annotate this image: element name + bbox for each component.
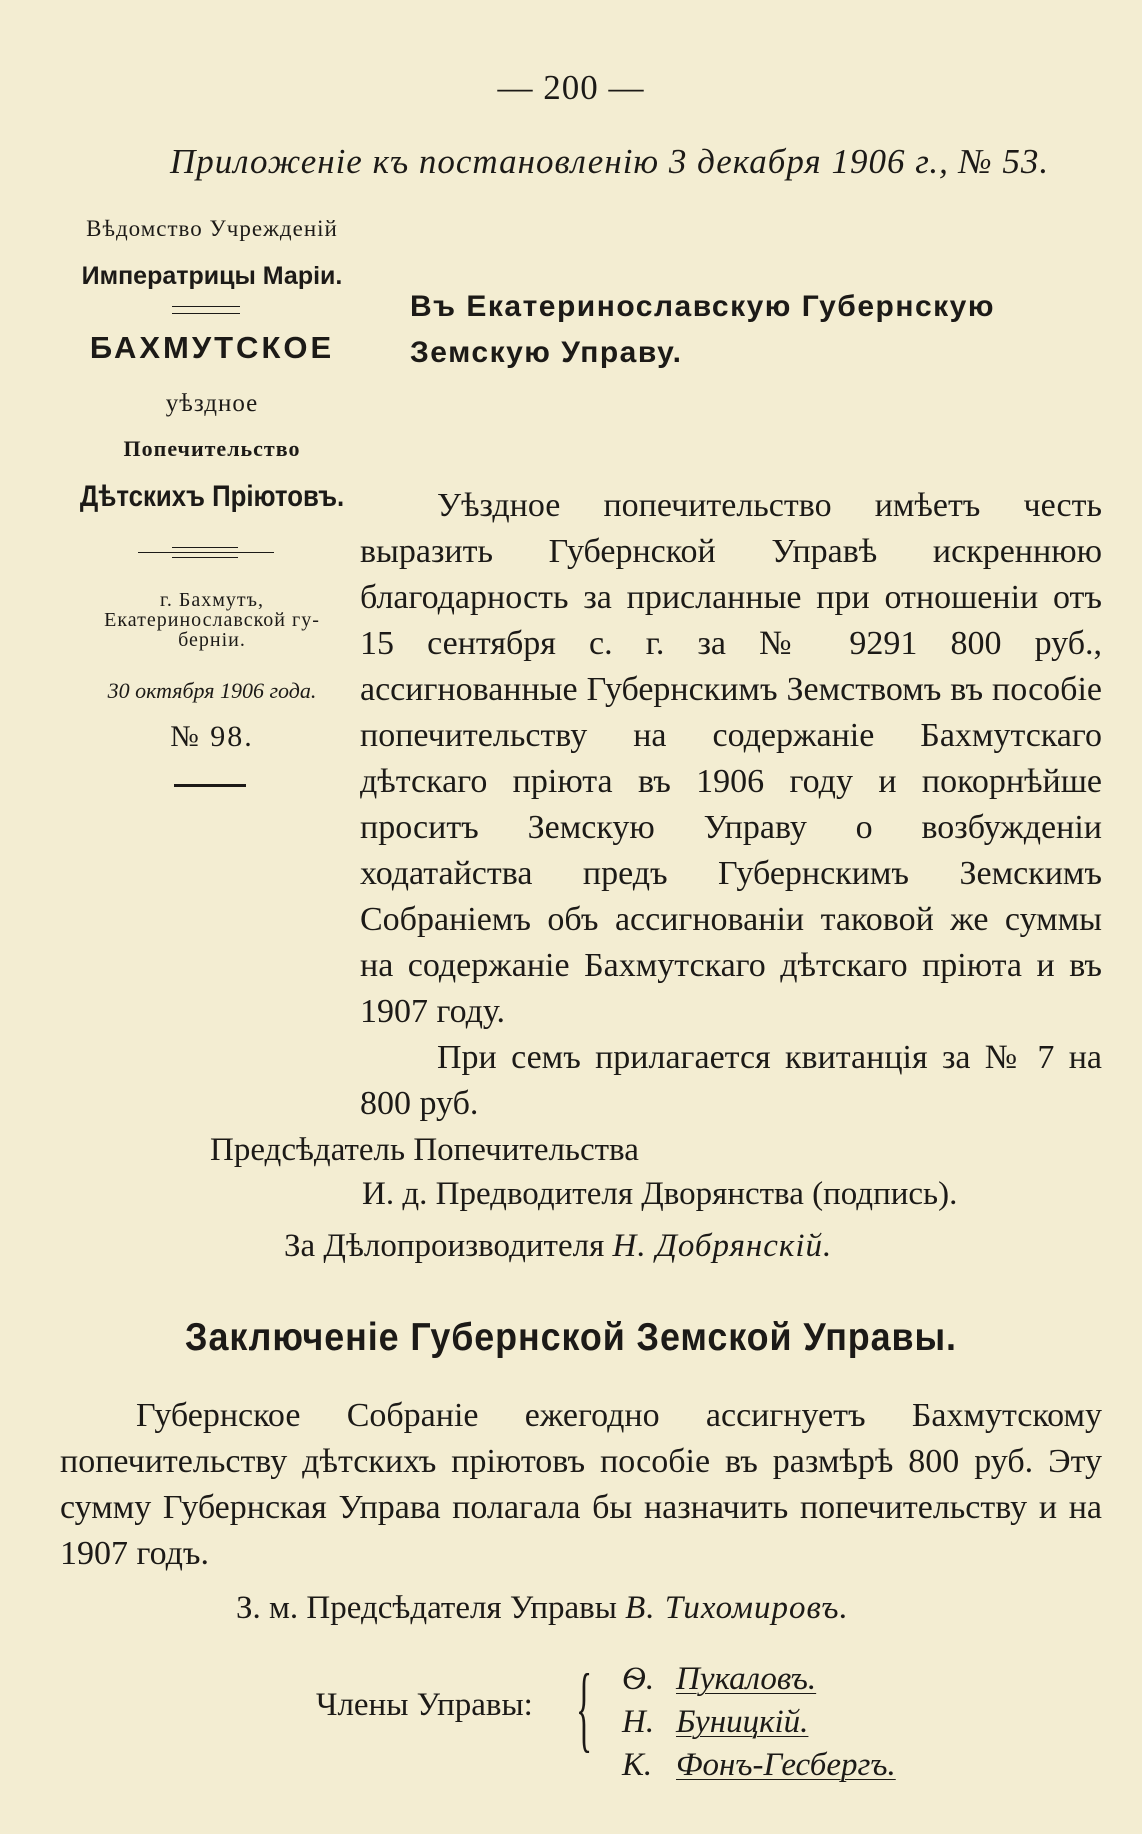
board-chair-signature: [236, 1590, 849, 1627]
letterhead-department: Вѣдомство Учрежденій: [86, 216, 338, 241]
letterhead-number: № 98.: [170, 720, 254, 753]
members-list: [622, 1658, 896, 1787]
member-item: [622, 1701, 896, 1744]
letterhead-city: БАХМУТСКОЕ: [89, 330, 335, 365]
member-name: Фонъ-Гесбергъ.: [676, 1747, 896, 1783]
letterhead-place: [52, 590, 372, 650]
letter-body: [360, 483, 1102, 1127]
letter-paragraph-1: Уѣздное попечительство имѣетъ честь выразить Губернской Управѣ искреннюю благодарность за присланные при отношеніи отъ 15 сентября с. г. за № 9291 800 руб., ассигнованные Губернскимъ Земствомъ въ пособіе попечительству на содержаніе Бахмутскаго дѣтскаго пріюта въ 1906 году и покорнѣйше проситъ Земскую Управу о возбужденіи ходатайства предъ Губернскимъ Земскимъ Собраніемъ объ ассигнованіи таковой же суммы на содержаніе Бахмутскаго дѣтскаго пріюта и въ 1907 году.: [360, 487, 1102, 1030]
member-name: Буницкій.: [676, 1704, 809, 1740]
board-chair-label: З. м. Предсѣдателя Управы: [236, 1590, 617, 1626]
letterhead-ornament: [172, 547, 238, 558]
clerk-signature: [284, 1228, 832, 1265]
place-line-3: берніи.: [178, 629, 246, 651]
address-line-1: Въ Екатеринославскую Губернскую: [410, 290, 995, 323]
conclusion-title: Заключеніе Губернской Земской Управы.: [185, 1316, 957, 1359]
letterhead-empress: Императрицы Маріи.: [81, 262, 343, 290]
appendix-heading: Приложеніе къ постановленію 3 декабря 1906 г., № 53.: [170, 142, 1050, 181]
letterhead-orphanages: Дѣтскихъ Пріютовъ.: [79, 480, 345, 513]
brace-icon: {: [576, 1654, 593, 1761]
letterhead-rule: [174, 784, 246, 787]
chairman-signature: Предсѣдатель Попечительства: [210, 1132, 639, 1168]
member-initial: К.: [622, 1747, 653, 1783]
letter-paragraph-2: При семъ прилагается квитанція за № 7 на 800 руб.: [360, 1039, 1102, 1122]
page-number: — 200 —: [497, 68, 645, 107]
member-initial: Ѳ.: [622, 1661, 655, 1697]
member-name: Пукаловъ.: [676, 1661, 817, 1697]
place-line-1: г. Бахмутъ,: [159, 589, 265, 611]
clerk-name: Н. Добрянскій.: [612, 1228, 833, 1264]
letterhead-county: уѣздное: [165, 390, 259, 417]
member-item: [622, 1744, 896, 1787]
members-label: Члены Управы:: [316, 1687, 533, 1723]
clerk-label: За Дѣлопроизводителя: [284, 1228, 605, 1264]
letterhead-date: 30 октября 1906 года.: [107, 678, 317, 703]
address-line-2: Земскую Управу.: [410, 336, 683, 369]
letterhead-trusteeship: Попечительство: [123, 436, 301, 461]
board-chair-name: В. Тихомировъ.: [625, 1590, 849, 1626]
place-line-2: Екатеринославской гу-: [104, 609, 320, 631]
member-item: [622, 1658, 896, 1701]
conclusion-paragraph: Губернское Собраніе ежегодно ассигнуетъ Бахмутскому попечительству дѣтскихъ пріютовъ пособіе въ размѣрѣ 800 руб. Эту сумму Губернская Управа полагала бы назначить попечительству и на 1907 годъ.: [60, 1397, 1102, 1572]
member-initial: Н.: [622, 1704, 655, 1740]
letterhead-divider: [172, 306, 240, 314]
conclusion-body: [60, 1393, 1102, 1577]
acting-signature: И. д. Предводителя Дворянства (подпись).: [362, 1176, 958, 1212]
